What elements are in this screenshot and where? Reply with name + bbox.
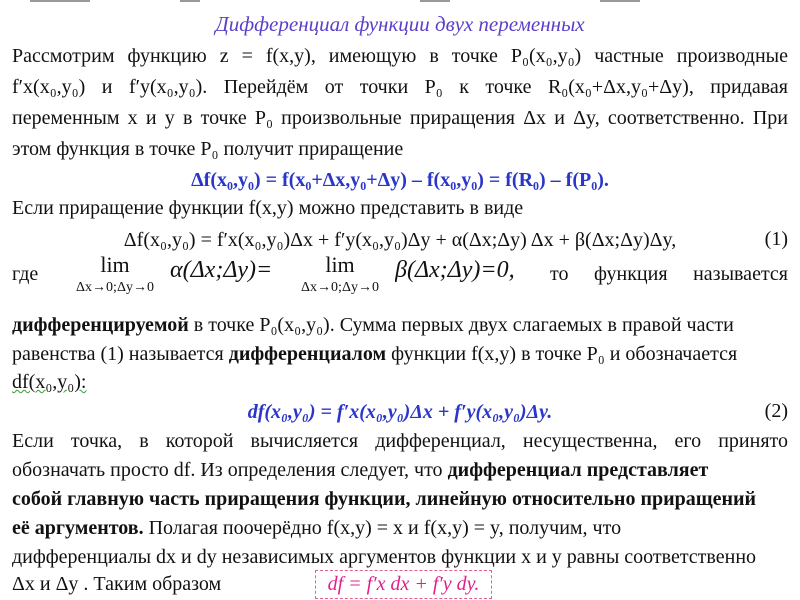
paragraph4-line2 — [12, 458, 788, 483]
limit-alpha — [60, 252, 170, 296]
paragraph4-line3-bold: собой главную часть приращения функции, линейную относительно приращений — [12, 488, 757, 510]
paragraph4-line4-bold: её аргументов. — [12, 517, 144, 539]
differential-formula: df(x₀,y₀) = f′x(x₀,y₀)Δx + f′y(x₀,y₀)Δy. — [247, 401, 553, 423]
paragraph3-line1-rest: в точке P₀(x₀,y₀). Сумма первых двух слагаемых в правой части — [188, 314, 734, 336]
limit-beta — [285, 252, 395, 296]
paragraph4-line4 — [12, 516, 788, 541]
top-cropped-line — [0, 0, 800, 6]
beta-expression: β(Δx;Δy)=0, — [395, 258, 515, 283]
where-tail: то функция называется — [550, 263, 788, 285]
paragraph4-line6: Δx и Δy . Таким образом — [12, 573, 222, 595]
page-title: Дифференциал функции двух переменных — [215, 12, 585, 36]
paragraph1-line1: Рассмотрим функцию z = f(x,y), имеющую в точке P₀(x₀,y₀) частные производные — [12, 45, 788, 67]
lim-subscript: Δx→0;Δy→0 — [76, 280, 154, 295]
paragraph1-line2: f′x(x₀,y₀) и f′y(x₀,y₀). Перейдём от точки P₀ к точке R₀(x₀+Δx,y₀+Δy), придавая — [12, 76, 788, 98]
paragraph1-line4: этом функция в точке P₀ получит приращение — [12, 138, 404, 160]
paragraph3-line2-rest: функции f(x,y) в точке P₀ и обозначается — [386, 343, 738, 365]
final-differential-formula: df = f′x dx + f′y dy. — [315, 570, 492, 599]
paragraph3-line3 — [12, 370, 788, 395]
paragraph4-line2-start: обозначать просто df. Из определения следует, что — [12, 459, 448, 481]
paragraph3-line2-start: равенства (1) называется — [12, 343, 229, 365]
paragraph1-line3: переменным x и y в точке P₀ произвольные приращения Δx и Δy, соответственно. При — [12, 107, 788, 129]
increment-representation-formula: Δf(x₀,y₀) = f′x(x₀,y₀)Δx + f′y(x₀,y₀)Δy + α(Δx;Δy) Δx + β(Δx;Δy)Δy, — [123, 229, 677, 251]
lim-text: lim — [100, 252, 130, 277]
equation-number-2: (2) — [764, 400, 788, 422]
equation-number-1: (1) — [764, 228, 788, 250]
paragraph4-line1: Если точка, в которой вычисляется дифференциал, несущественна, его принято — [12, 430, 788, 452]
paragraph3-line1 — [12, 313, 788, 338]
term-differentiable: дифференцируемой — [12, 314, 189, 336]
lim-subscript: Δx→0;Δy→0 — [301, 280, 379, 295]
alpha-expression: α(Δx;Δy)= — [170, 258, 273, 283]
increment-formula: Δf(x₀,y₀) = f(x₀+Δx,y₀+Δy) – f(x₀,y₀) = f(R₀) – f(P₀). — [191, 169, 609, 191]
paragraph2-line: Если приращение функции f(x,y) можно представить в виде — [12, 197, 524, 219]
paragraph4-line2-bold: дифференциал представляет — [447, 459, 709, 481]
lim-text: lim — [325, 252, 355, 277]
where-word: где — [12, 263, 39, 285]
paragraph3-line2 — [12, 342, 788, 367]
paragraph4-line4-rest: Полагая поочерёдно f(x,y) = x и f(x,y) = y, получим, что — [143, 517, 622, 539]
paragraph4-line3 — [12, 487, 788, 512]
paragraph4-line5: дифференциалы dx и dy независимых аргументов функции x и y равны соответственно — [12, 546, 757, 568]
df-notation: df(x₀,y₀): — [12, 371, 87, 393]
term-differential: дифференциалом — [228, 343, 387, 365]
